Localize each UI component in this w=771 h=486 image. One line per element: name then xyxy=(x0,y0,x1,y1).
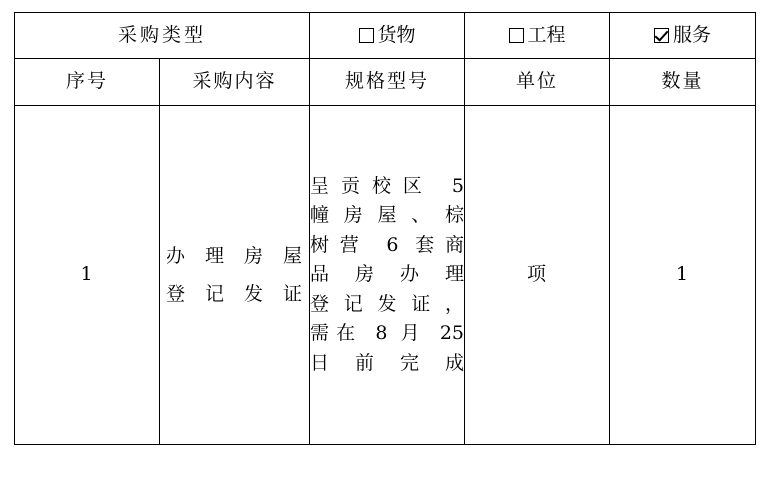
spec-line-1: 呈贡校区 5 xyxy=(310,174,465,197)
table-row-procurement-type xyxy=(15,13,756,59)
content-line-2: 登记发证 xyxy=(166,283,304,305)
content-line-1: 办理房屋 xyxy=(166,245,304,267)
column-header-content: 采购内容 xyxy=(160,59,310,106)
cell-index: 1 xyxy=(15,106,160,445)
spec-line-4: 品房办理 xyxy=(310,263,465,286)
column-header-index: 序号 xyxy=(15,59,160,106)
spec-line-7: 日前完成 xyxy=(310,351,465,374)
spec-line-5: 登记发证， xyxy=(310,292,465,315)
cell-content xyxy=(160,106,310,445)
procurement-type-option-engineering[interactable] xyxy=(465,13,610,59)
spec-line-2: 幢房屋、棕 xyxy=(310,204,465,227)
table-row xyxy=(15,106,756,445)
checkbox-unchecked-icon[interactable] xyxy=(359,28,374,43)
procurement-type-label: 采购类型 xyxy=(118,23,207,46)
column-header-quantity: 数量 xyxy=(610,59,756,106)
option-label-goods: 货物 xyxy=(377,23,416,46)
spec-line-6: 需在 8 月 25 xyxy=(310,322,465,345)
procurement-type-label-cell xyxy=(15,13,310,59)
document-page xyxy=(0,12,771,486)
checkbox-checked-icon[interactable] xyxy=(654,28,669,43)
option-label-engineering: 工程 xyxy=(527,23,566,46)
column-header-unit: 单位 xyxy=(465,59,610,106)
spec-line-3: 树营 6 套商 xyxy=(310,233,465,256)
procurement-table xyxy=(14,12,756,445)
column-header-spec: 规格型号 xyxy=(310,59,465,106)
option-label-service: 服务 xyxy=(673,23,712,46)
cell-unit: 项 xyxy=(465,106,610,445)
cell-spec xyxy=(310,106,465,445)
procurement-type-option-goods[interactable] xyxy=(310,13,465,59)
checkbox-unchecked-icon[interactable] xyxy=(509,28,524,43)
procurement-type-option-service[interactable] xyxy=(610,13,756,59)
table-header-row xyxy=(15,59,756,106)
cell-quantity: 1 xyxy=(610,106,756,445)
